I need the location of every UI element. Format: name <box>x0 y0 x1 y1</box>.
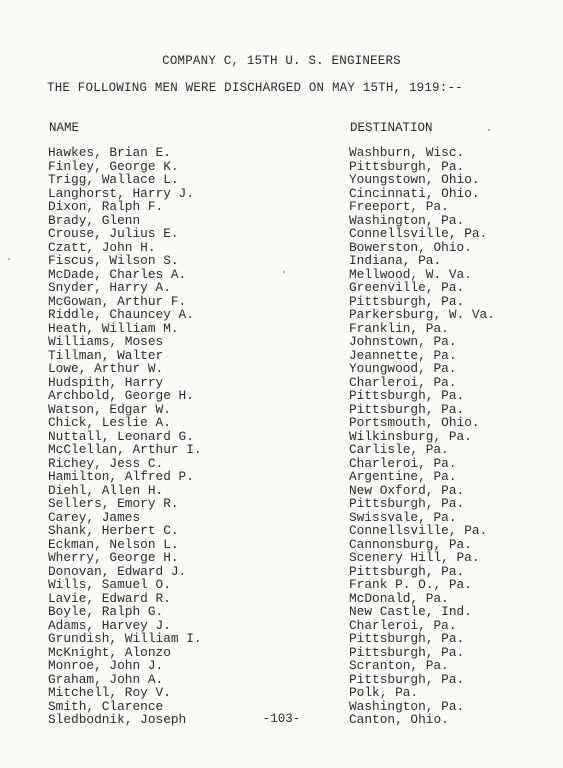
soldier-name: Watson, Edgar W. <box>48 401 171 417</box>
destination: Charleroi, Pa. <box>349 455 457 471</box>
destination: Pittsburgh, Pa. <box>349 158 465 174</box>
destination: Jeannette, Pa. <box>349 347 457 363</box>
soldier-name: Langhorst, Harry J. <box>48 185 194 201</box>
soldier-name: Graham, John A. <box>48 671 164 687</box>
destination: Pittsburgh, Pa. <box>349 388 465 403</box>
destination: Pittsburgh, Pa. <box>349 401 465 417</box>
page-title: COMPANY C, 15TH U. S. ENGINEERS <box>162 54 401 68</box>
table-row <box>0 632 563 646</box>
table-row <box>0 227 563 241</box>
destination: Pittsburgh, Pa. <box>349 563 465 579</box>
soldier-name: McKnight, Alonzo <box>48 644 171 660</box>
soldier-name: Shank, Herbert C. <box>48 523 179 538</box>
table-row <box>0 349 563 363</box>
table-row <box>0 335 563 349</box>
table-row <box>0 295 563 309</box>
table-row <box>0 146 563 160</box>
soldier-name: Monroe, John J. <box>48 658 164 673</box>
table-row <box>0 659 563 673</box>
soldier-name: Tillman, Walter <box>48 347 164 363</box>
destination: Charleroi, Pa. <box>349 374 457 390</box>
destination: Canton, Ohio. <box>349 712 449 727</box>
discharge-list <box>0 146 563 727</box>
soldier-name: Hawkes, Brian E. <box>48 145 171 160</box>
destination: Youngwood, Pa. <box>349 361 457 376</box>
table-row <box>0 470 563 484</box>
destination: Franklin, Pa. <box>349 320 449 336</box>
table-row <box>0 389 563 403</box>
soldier-name: Sledbodnik, Joseph <box>48 712 187 727</box>
table-row <box>0 362 563 376</box>
soldier-name: Lowe, Arthur W. <box>48 361 164 376</box>
soldier-name: Lavie, Edward R. <box>48 590 171 606</box>
destination: Scenery Hill, Pa. <box>349 550 480 565</box>
destination: Connellsville, Pa. <box>349 226 488 241</box>
soldier-name: Wherry, George H. <box>48 550 179 565</box>
page-subtitle: THE FOLLOWING MEN WERE DISCHARGED ON MAY 15TH, 1919:-- <box>47 81 463 95</box>
table-row <box>0 214 563 228</box>
column-header-destination: DESTINATION <box>350 121 433 135</box>
soldier-name: Brady, Glenn <box>48 212 141 228</box>
destination: Washburn, Wisc. <box>349 145 465 160</box>
table-row <box>0 484 563 498</box>
table-row <box>0 673 563 687</box>
table-row <box>0 511 563 525</box>
destination: Pittsburgh, Pa. <box>349 644 465 660</box>
table-row <box>0 160 563 174</box>
soldier-name: Richey, Jess C. <box>48 455 164 471</box>
soldier-name: Wills, Samuel O. <box>48 577 171 592</box>
soldier-name: Fiscus, Wilson S. <box>48 253 179 268</box>
soldier-name: Nuttall, Leonard G. <box>48 428 194 444</box>
paper-speck <box>283 271 285 273</box>
table-row <box>0 443 563 457</box>
destination: Pittsburgh, Pa. <box>349 631 465 646</box>
destination: Greenville, Pa. <box>349 280 465 295</box>
destination: Parkersburg, W. Va. <box>349 307 495 322</box>
table-row <box>0 605 563 619</box>
table-row <box>0 686 563 700</box>
paper-speck <box>8 258 10 260</box>
destination: Bowerston, Ohio. <box>349 239 472 255</box>
table-row <box>0 524 563 538</box>
table-row <box>0 241 563 255</box>
soldier-name: Finley, George K. <box>48 158 179 174</box>
destination: Pittsburgh, Pa. <box>349 671 465 687</box>
destination: New Castle, Ind. <box>349 604 472 619</box>
destination: McDonald, Pa. <box>349 590 449 606</box>
destination: Connellsville, Pa. <box>349 523 488 538</box>
soldier-name: Riddle, Chauncey A. <box>48 307 194 322</box>
table-row <box>0 551 563 565</box>
table-row <box>0 308 563 322</box>
table-row <box>0 187 563 201</box>
table-row <box>0 322 563 336</box>
destination: Mellwood, W. Va. <box>349 266 472 282</box>
destination: Carlisle, Pa. <box>349 442 449 457</box>
destination: Pittsburgh, Pa. <box>349 496 465 511</box>
page-number: -103- <box>262 712 301 726</box>
destination: Cincinnati, Ohio. <box>349 185 480 201</box>
destination: Freeport, Pa. <box>349 199 449 214</box>
soldier-name: Snyder, Harry A. <box>48 280 171 295</box>
table-row <box>0 497 563 511</box>
soldier-name: Diehl, Allen H. <box>48 482 164 498</box>
soldier-name: Dixon, Ralph F. <box>48 199 164 214</box>
table-row <box>0 173 563 187</box>
soldier-name: Donovan, Edward J. <box>48 563 187 579</box>
destination: Washington, Pa. <box>349 698 465 714</box>
table-row <box>0 565 563 579</box>
destination: Wilkinsburg, Pa. <box>349 428 472 444</box>
destination: Argentine, Pa. <box>349 469 457 484</box>
column-header-name: NAME <box>49 121 80 135</box>
table-row <box>0 578 563 592</box>
soldier-name: Smith, Clarence <box>48 698 164 714</box>
destination: Polk, Pa. <box>349 685 419 700</box>
destination: New Oxford, Pa. <box>349 482 465 498</box>
table-row <box>0 416 563 430</box>
soldier-name: Chick, Leslie A. <box>48 415 171 430</box>
soldier-name: Trigg, Wallace L. <box>48 172 179 187</box>
table-row <box>0 200 563 214</box>
destination: Swissvale, Pa. <box>349 509 457 525</box>
soldier-name: Hamilton, Alfred P. <box>48 469 194 484</box>
table-row <box>0 646 563 660</box>
destination: Portsmouth, Ohio. <box>349 415 480 430</box>
destination: Pittsburgh, Pa. <box>349 293 465 309</box>
soldier-name: Hudspith, Harry <box>48 374 164 390</box>
soldier-name: Adams, Harvey J. <box>48 617 171 633</box>
table-row <box>0 592 563 606</box>
soldier-name: Crouse, Julius E. <box>48 226 179 241</box>
destination: Washington, Pa. <box>349 212 465 228</box>
destination: Charleroi, Pa. <box>349 617 457 633</box>
soldier-name: Grundish, William I. <box>48 631 202 646</box>
table-row <box>0 619 563 633</box>
soldier-name: Carey, James <box>48 509 141 525</box>
table-row <box>0 376 563 390</box>
soldier-name: Mitchell, Roy V. <box>48 685 171 700</box>
soldier-name: Sellers, Emory R. <box>48 496 179 511</box>
soldier-name: McDade, Charles A. <box>48 266 187 282</box>
soldier-name: Heath, William M. <box>48 320 179 336</box>
paper-speck <box>488 129 490 131</box>
soldier-name: Czatt, John H. <box>48 239 156 255</box>
destination: Johnstown, Pa. <box>349 334 457 349</box>
table-row <box>0 700 563 714</box>
table-row <box>0 430 563 444</box>
destination: Cannonsburg, Pa. <box>349 536 472 552</box>
table-row <box>0 281 563 295</box>
table-row <box>0 403 563 417</box>
destination: Indiana, Pa. <box>349 253 442 268</box>
table-row <box>0 268 563 282</box>
table-row <box>0 457 563 471</box>
soldier-name: McGowan, Arthur F. <box>48 293 187 309</box>
destination: Scranton, Pa. <box>349 658 449 673</box>
table-row <box>0 254 563 268</box>
destination: Frank P. O., Pa. <box>349 577 472 592</box>
soldier-name: Williams, Moses <box>48 334 164 349</box>
soldier-name: Boyle, Ralph G. <box>48 604 164 619</box>
table-row <box>0 538 563 552</box>
soldier-name: Archbold, George H. <box>48 388 194 403</box>
soldier-name: McClellan, Arthur I. <box>48 442 202 457</box>
soldier-name: Eckman, Nelson L. <box>48 536 179 552</box>
destination: Youngstown, Ohio. <box>349 172 480 187</box>
